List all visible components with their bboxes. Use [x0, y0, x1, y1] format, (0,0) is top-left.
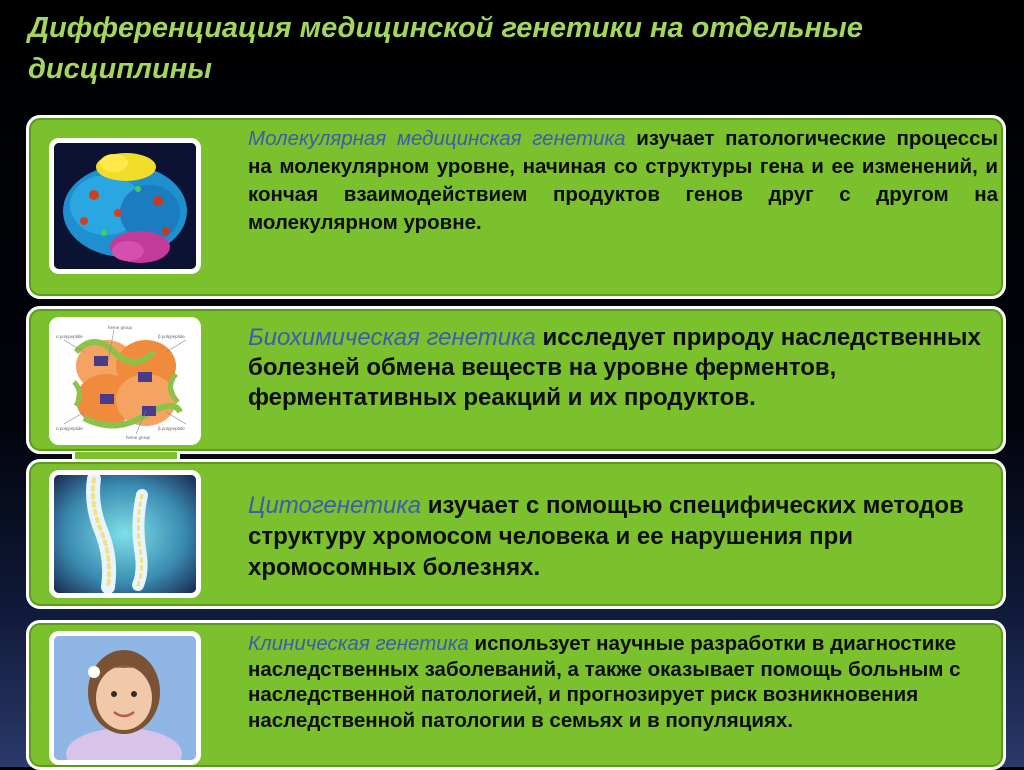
discipline-description-cytogenetics: изучает с помощью специфических методов структуру хромосом человека и ее нарушения при хромосомных болезнях. — [248, 492, 964, 581]
discipline-term-molecular: Молекулярная медицинская генетика — [248, 127, 626, 150]
chromosome-image — [49, 470, 201, 598]
discipline-term-clinical: Клиническая генетика — [248, 632, 469, 655]
discipline-description-biochemical: исследует природу наследственных болезней обмена веществ на уровне ферментов, ферментативных реакций и их продуктов. — [248, 324, 981, 411]
discipline-panel-biochemical — [26, 306, 1006, 454]
diagram-label: β polypeptide — [158, 426, 185, 431]
child-photo-graphic — [54, 636, 196, 760]
discipline-description-molecular: изучает патологические процессы на молекулярном уровне, начиная со структуры гена и ее изменений, и кончая взаимодействием продуктов генов друг с другом на молекулярном уровне. — [248, 127, 998, 234]
discipline-text-molecular — [248, 125, 998, 237]
hemoglobin-graphic — [54, 322, 196, 440]
protein-molecule-image — [49, 138, 201, 274]
discipline-description-clinical: использует научные разработки в диагностике наследственных заболеваний, а также оказывает помощь больным с наследственной патологией, и прогнозирует риск возникновения наследственной патологии в семьях и в популяциях. — [248, 632, 961, 732]
child-photo-image — [49, 631, 201, 765]
discipline-term-cytogenetics: Цитогенетика — [248, 492, 422, 519]
diagram-label: heme group — [108, 325, 133, 330]
discipline-panel-clinical — [26, 620, 1006, 770]
diagram-label: β polypeptide — [158, 334, 185, 339]
discipline-text-biochemical — [248, 323, 988, 413]
discipline-text-clinical — [248, 631, 1008, 733]
discipline-panel-cytogenetics — [26, 459, 1006, 609]
diagram-label: heme group — [126, 435, 151, 440]
chromosome-graphic — [54, 475, 196, 593]
discipline-term-biochemical: Биохимическая генетика — [248, 324, 536, 351]
hemoglobin-diagram-image — [49, 317, 201, 445]
slide-title: Дифференциация медицинской генетики на отдельные дисциплины — [28, 12, 863, 85]
discipline-text-cytogenetics — [248, 490, 988, 583]
diagram-label: α polypeptide — [56, 334, 83, 339]
diagram-label: α polypeptide — [56, 426, 83, 431]
protein-molecule-graphic — [54, 143, 196, 269]
discipline-panel-molecular — [26, 115, 1006, 299]
